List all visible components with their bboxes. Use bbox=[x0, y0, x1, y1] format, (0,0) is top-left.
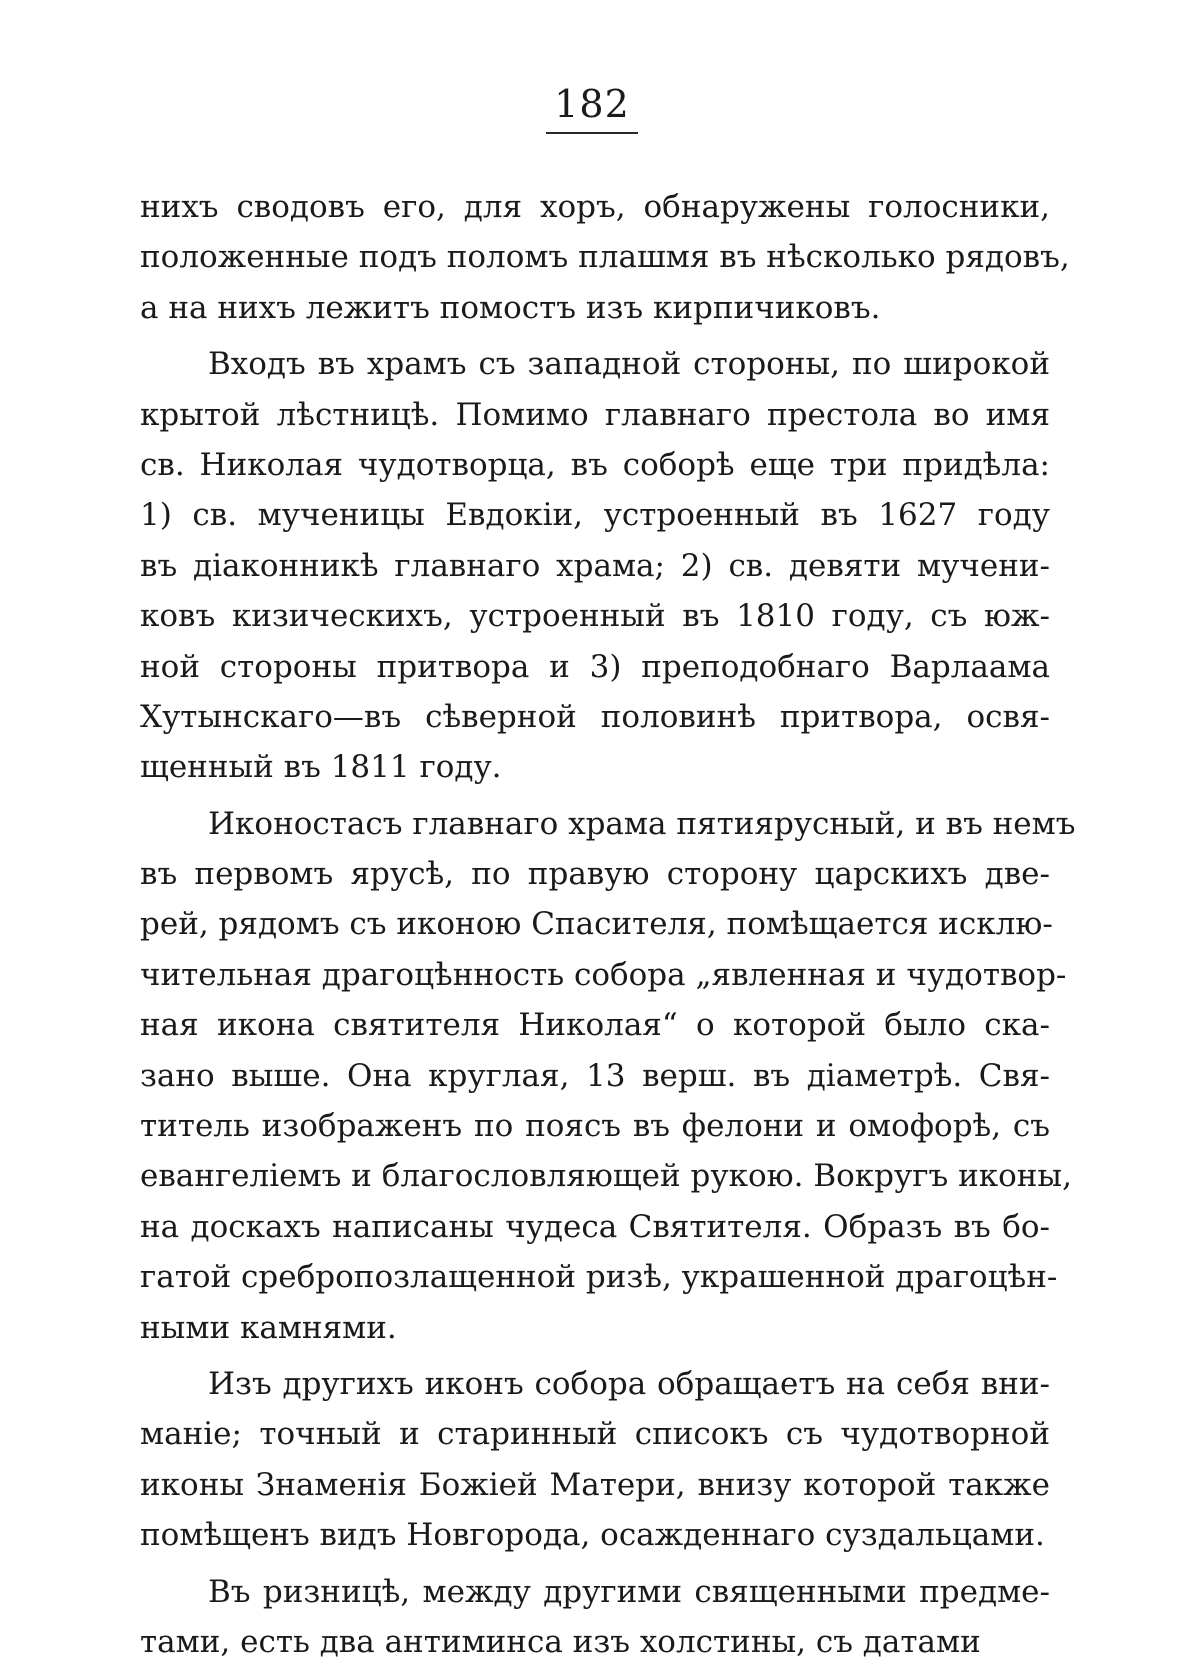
text-line: на доскахъ написаны чудеса Святителя. Образъ въ бо- bbox=[140, 1208, 1050, 1245]
paragraph bbox=[140, 182, 1070, 333]
text-line: Входъ въ храмъ съ западной стороны, по широкой bbox=[208, 346, 1050, 383]
text-line: св. Николая чудотворца, въ соборѣ еще три придѣла: bbox=[140, 446, 1050, 483]
text-line: Иконостасъ главнаго храма пятиярусный, и въ немъ bbox=[208, 805, 1076, 842]
body-text bbox=[140, 182, 1076, 1667]
text-line: въ діаконникѣ главнаго храма; 2) св. девяти мучени- bbox=[140, 547, 1050, 584]
text-line: тами, есть два антиминса изъ холстины, съ датами bbox=[140, 1623, 981, 1660]
text-line: положенные подъ поломъ плашмя въ нѣсколько рядовъ, bbox=[140, 239, 1070, 276]
text-line: ковъ кизическихъ, устроенный въ 1810 году, съ юж- bbox=[140, 598, 1050, 635]
text-line: щенный въ 1811 году. bbox=[140, 749, 502, 786]
text-line: Хутынскаго—въ сѣверной половинѣ притвора, освя- bbox=[140, 698, 1050, 735]
paragraph bbox=[140, 339, 1050, 793]
paragraph bbox=[140, 1567, 1050, 1667]
text-line: маніе; точный и старинный списокъ съ чудотворной bbox=[140, 1416, 1050, 1453]
text-line: чительная драгоцѣнность собора „явленная и чудотвор- bbox=[140, 956, 1067, 993]
text-line: гатой сребропозлащенной ризѣ, украшенной драгоцѣн- bbox=[140, 1259, 1058, 1296]
text-line: помѣщенъ видъ Новгорода, осажденнаго суздальцами. bbox=[140, 1517, 1045, 1554]
text-line: а на нихъ лежитъ помостъ изъ кирпичиковъ. bbox=[140, 289, 881, 326]
header-rule bbox=[546, 132, 638, 134]
text-line: нихъ сводовъ его, для хоръ, обнаружены голосники, bbox=[140, 189, 1050, 225]
text-line: 1) св. мученицы Евдокіи, устроенный въ 1627 году bbox=[140, 497, 1050, 534]
text-line: ная икона святителя Николая“ о которой было ска- bbox=[140, 1007, 1050, 1044]
text-line: зано выше. Она круглая, 13 верш. въ діаметрѣ. Свя- bbox=[140, 1057, 1050, 1094]
text-line: евангеліемъ и благословляющей рукою. Вокругъ иконы, bbox=[140, 1158, 1072, 1195]
text-line: Въ ризницѣ, между другими священными предме- bbox=[208, 1573, 1050, 1610]
text-line: ными камнями. bbox=[140, 1309, 397, 1346]
text-line: иконы Знаменія Божіей Матери, внизу которой также bbox=[140, 1466, 1050, 1503]
text-line: крытой лѣстницѣ. Помимо главнаго престола во имя bbox=[140, 396, 1050, 433]
text-line: титель изображенъ по поясъ въ фелони и омофорѣ, съ bbox=[140, 1108, 1050, 1145]
text-line: въ первомъ ярусѣ, по правую сторону царскихъ две- bbox=[140, 856, 1050, 893]
page-header bbox=[0, 82, 1184, 134]
paragraph bbox=[140, 799, 1076, 1353]
paragraph bbox=[140, 1359, 1050, 1561]
page-number: 182 bbox=[554, 82, 630, 126]
text-line: рей, рядомъ съ иконою Спасителя, помѣщается исклю- bbox=[140, 906, 1053, 943]
text-line: Изъ другихъ иконъ собора обращаетъ на себя вни- bbox=[208, 1365, 1050, 1402]
text-line: ной стороны притвора и 3) преподобнаго Варлаама bbox=[140, 648, 1050, 685]
